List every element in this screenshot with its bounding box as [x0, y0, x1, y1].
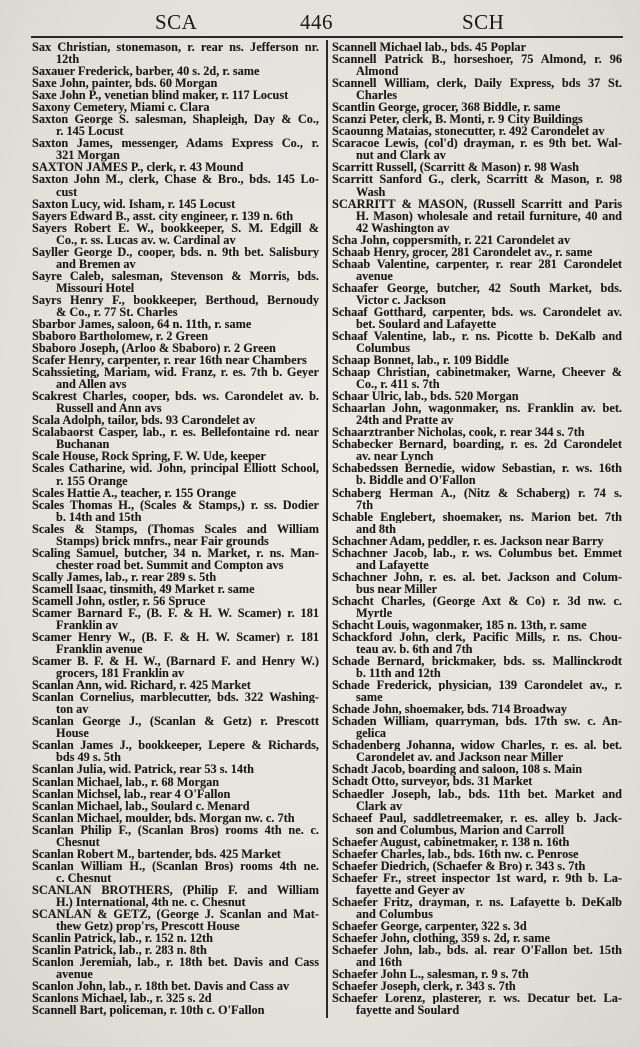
- directory-entry: [332, 438, 622, 462]
- directory-entry: [32, 884, 319, 908]
- directory-entry: [332, 462, 622, 486]
- directory-entry: [332, 426, 622, 438]
- entry-continuation-line: and 16th: [356, 955, 403, 970]
- directory-entry: [332, 703, 622, 715]
- entry-continuation-line: b. 14th and 15th: [56, 509, 142, 524]
- directory-entry: [332, 125, 622, 137]
- directory-entry: [332, 547, 622, 571]
- entry-continuation-line: Russell and Ann avs: [56, 401, 162, 416]
- entry-line: Sbaboro Joseph, (Arloo & Sbaboro) r. 2 Green: [32, 341, 276, 356]
- entry-line: Scarritt Russell, (Scarritt & Mason) r. 98 Wash: [332, 160, 579, 175]
- entry-continuation-line: Columbus: [356, 341, 410, 356]
- entry-line: Sax Christian, stonemason, r. rear ns. Jefferson nr.: [32, 41, 319, 54]
- entry-line: Scamer Henry W., (B. F. & H. W. Scamer) r. 181: [32, 631, 319, 644]
- entry-continuation-line: Chesnut: [56, 834, 100, 849]
- entry-line: Schaab Valentine, carpenter, r. rear 281 Carondelet: [332, 257, 622, 270]
- directory-entry: [32, 113, 319, 137]
- directory-entry: [32, 547, 319, 571]
- directory-entry: [32, 908, 319, 932]
- directory-entry: [32, 414, 319, 426]
- directory-entry: [332, 402, 622, 426]
- entry-line: Schaefer George, carpenter, 322 s. 3d: [332, 918, 527, 933]
- entry-line: Scanlan Ann, wid. Richard, r. 425 Market: [32, 678, 251, 693]
- entry-line: Scaracoe Lewis, (col'd) drayman, r. es 9th bet. Wal-: [332, 137, 622, 150]
- entry-line: Scannell Patrick B., horseshoer, 75 Almond, r. 96: [332, 53, 622, 66]
- entry-continuation-line: Co., r. ss. Lucas av. w. Cardinal av: [56, 232, 236, 247]
- directory-entry: [32, 607, 319, 631]
- directory-entry: [32, 426, 319, 450]
- directory-entry: [32, 101, 319, 113]
- entry-line: Scanlan Michsel, lab., rear 4 O'Fallon: [32, 786, 231, 801]
- entry-line: Scanlan Philip F., (Scanlan Bros) rooms 4th ne. c.: [32, 823, 319, 836]
- directory-entry: [332, 631, 622, 655]
- entry-line: Scanlan Michael, moulder, bds. Morgan nw. c. 7th: [32, 810, 295, 825]
- entry-line: Sayers Robert E. W., bookkeeper, S. M. Edgill &: [32, 221, 319, 234]
- entry-line: Schadenberg Johanna, widow Charles, r. es. al. bet.: [332, 739, 622, 752]
- entry-line: Sayre Caleb, salesman, Stevenson & Morris, bds.: [32, 269, 319, 282]
- entry-line: Schaab Henry, grocer, 281 Carondelet av., r. same: [332, 244, 593, 259]
- directory-entry: [332, 161, 622, 173]
- entry-continuation-line: grocers, 181 Franklin av: [56, 666, 185, 681]
- entry-line: Schaedler Joseph, lab., bds. 11th bet. Market and: [332, 787, 622, 800]
- directory-entry: [332, 173, 622, 197]
- directory-entry: [32, 198, 319, 210]
- left-column: [32, 41, 319, 1016]
- directory-entry: [332, 679, 622, 703]
- entry-line: Scakrest Charles, cooper, bds. ws. Carondelet av. b.: [32, 390, 319, 403]
- entry-continuation-line: H. Mason) wholesale and retail furniture, 40 and: [356, 209, 622, 222]
- directory-entry: [332, 511, 622, 535]
- entry-continuation-line: Stamps) brick mnfrs., near Fair grounds: [56, 533, 269, 548]
- directory-entry: [332, 788, 622, 812]
- entry-line: Scafer Henry, carpenter, r. rear 16th near Chambers: [32, 353, 307, 368]
- directory-entry: [32, 848, 319, 860]
- entry-line: Scanlan Julia, wid. Patrick, rear 53 s. 14th: [32, 762, 254, 777]
- directory-entry: [32, 739, 319, 763]
- directory-entry: [332, 198, 622, 234]
- entry-continuation-line: bds 49 s. 5th: [56, 750, 121, 765]
- entry-line: Saxauer Frederick, barber, 40 s. 2d, r. same: [32, 64, 260, 79]
- entry-line: Schaefer Diedrich, (Schaefer & Bro) r. 343 s. 7th: [332, 858, 586, 873]
- directory-entry: [32, 763, 319, 775]
- entry-line: Schaap Christian, cabinetmaker, Warne, Cheever &: [332, 366, 622, 379]
- entry-continuation-line: r. 155 Orange: [56, 473, 128, 488]
- directory-entry: [332, 41, 622, 53]
- directory-entry: [32, 294, 319, 318]
- entry-continuation-line: Victor c. Jackson: [356, 292, 446, 307]
- entry-line: Schaafer George, butcher, 42 South Market, bds.: [332, 281, 622, 294]
- entry-continuation-line: Clark av: [356, 798, 403, 813]
- entry-line: Scamer Barnard F., (B. F. & H. W. Scamer) r. 181: [32, 606, 319, 619]
- directory-entry: [332, 258, 622, 282]
- entry-line: Scanlan Michael, lab., r. 68 Morgan: [32, 774, 220, 789]
- directory-entry: [332, 366, 622, 390]
- directory-entry: [32, 462, 319, 486]
- entry-line: Schachner Jacob, lab., r. ws. Columbus bet. Emmet: [332, 546, 622, 559]
- entry-line: Scanlan Cornelius, marblecutter, bds. 322 Washing-: [32, 691, 319, 704]
- entry-line: Schaefer Joseph, clerk, r. 343 s. 7th: [332, 979, 516, 994]
- directory-entry: [332, 739, 622, 763]
- directory-entry: [332, 234, 622, 246]
- entry-line: Schaarlan John, wagonmaker, ns. Franklin av. bet.: [332, 402, 622, 415]
- entry-continuation-line: fayette and Geyer av: [356, 882, 465, 897]
- entry-line: Saxe John, painter, bds. 60 Morgan: [32, 76, 218, 91]
- entry-continuation-line: ton av: [56, 702, 89, 717]
- directory-entry: [332, 137, 622, 161]
- directory-entry: [332, 836, 622, 848]
- entry-line: Scanlan James J., bookkeeper, Lepere & Richards,: [32, 739, 319, 752]
- entry-line: Schaaf Valentine, lab., r. ns. Picotte b. DeKalb and: [332, 329, 622, 343]
- entry-line: Schadt Jacob, boarding and saloon, 108 s. Main: [332, 762, 583, 777]
- entry-continuation-line: cust: [56, 184, 78, 199]
- entry-continuation-line: and Lafayette: [356, 557, 429, 572]
- entry-line: Schaefer August, cabinetmaker, r. 138 n. 16th: [332, 834, 570, 849]
- directory-entry: [32, 824, 319, 848]
- entry-line: Saxton John M., clerk, Chase & Bro., bds. 145 Lo-: [32, 173, 319, 186]
- directory-entry: [32, 679, 319, 691]
- entry-continuation-line: thew Getz) prop'rs, Prescott House: [56, 919, 240, 934]
- page-number: 446: [300, 10, 333, 34]
- entry-continuation-line: teau av. b. 6th and 7th: [356, 642, 473, 657]
- directory-entry: [332, 306, 622, 330]
- entry-continuation-line: 24th and Pratte av: [356, 413, 454, 428]
- directory-entry: [332, 282, 622, 306]
- directory-entry: [32, 450, 319, 462]
- entry-line: Schaaf Gotthard, carpenter, bds. ws. Carondelet av.: [332, 305, 622, 318]
- entry-continuation-line: Franklin av: [56, 618, 118, 632]
- directory-entry: [32, 715, 319, 739]
- entry-line: Scahssieting, Mariam, wid. Franz, r. es. 7th b. Geyer: [32, 366, 319, 379]
- directory-entry: [32, 1004, 319, 1016]
- entry-line: Scala Adolph, tailor, bds. 93 Carondelet av: [32, 413, 256, 428]
- entry-line: Saxe John P., venetian blind maker, r. 117 Locust: [32, 88, 289, 103]
- entry-line: Scannell William, clerk, Daily Express, bds 37 St.: [332, 77, 622, 90]
- left-guide-word: SCA: [155, 10, 198, 34]
- entry-continuation-line: Co., r. 411 s. 7th: [356, 377, 440, 392]
- entry-line: Scales & Stamps, (Thomas Scales and William: [32, 522, 319, 535]
- entry-line: Scanlon John, lab., r. 18th bet. Davis and Cass av: [32, 979, 290, 994]
- entry-line: Scanlin Patrick, lab., r. 152 n. 12th: [32, 931, 213, 946]
- entry-continuation-line: nut and Clark av: [356, 148, 446, 163]
- directory-entry: [32, 776, 319, 788]
- directory-entry: [332, 992, 622, 1016]
- entry-line: Schabecker Bernard, boarding, r. es. 2d Carondelet: [332, 438, 622, 451]
- directory-entry: [332, 944, 622, 968]
- directory-entry: [32, 800, 319, 812]
- entry-continuation-line: c. Chesnut: [56, 870, 112, 885]
- entry-line: Scales Hattie A., teacher, r. 155 Orange: [32, 485, 237, 500]
- directory-entry: [332, 775, 622, 787]
- entry-line: Schaefer John L., salesman, r. 9 s. 7th: [332, 967, 529, 982]
- entry-line: Schable Englebert, shoemaker, ns. Marion bet. 7th: [332, 510, 622, 523]
- entry-line: SCANLAN & GETZ, (George J. Scanlan and Mat-: [32, 908, 319, 921]
- directory-entry: [32, 137, 319, 161]
- entry-line: Schachner John, r. es. al. bet. Jackson and Colum-: [332, 570, 622, 583]
- entry-continuation-line: b. Biddle and O'Fallon: [356, 473, 476, 488]
- entry-line: SCARRITT & MASON, (Russell Scarritt and Paris: [332, 197, 622, 210]
- directory-entry: [332, 655, 622, 679]
- directory-entry: [32, 270, 319, 294]
- entry-line: Sbaboro Bartholomew, r. 2 Green: [32, 329, 209, 343]
- entry-continuation-line: Buchanan: [56, 437, 110, 452]
- entry-line: Scally James, lab., r. rear 289 s. 5th: [32, 569, 217, 584]
- entry-line: Schaeef Paul, saddletreemaker, r. es. alley b. Jack-: [332, 811, 622, 824]
- entry-continuation-line: and Allen avs: [56, 377, 127, 392]
- entry-line: Scanlan Michael, lab., Soulard c. Menard: [32, 798, 250, 813]
- entry-line: Schaefer John, clothing, 359 s. 2d, r. same: [332, 931, 550, 946]
- directory-entry: [332, 595, 622, 619]
- directory-entry: [32, 246, 319, 270]
- entry-line: Sayers Edward B., asst. city engineer, r. 139 n. 6th: [32, 208, 294, 223]
- directory-entry: [32, 161, 319, 173]
- entry-continuation-line: Missouri Hotel: [56, 280, 135, 295]
- entry-line: Schacht Louis, wagonmaker, 185 n. 13th, r. same: [332, 617, 587, 632]
- entry-continuation-line: bus near Miller: [356, 581, 438, 596]
- entry-continuation-line: Wash: [356, 184, 386, 199]
- entry-line: Schaefer Lorenz, plasterer, r. ws. Decatur bet. La-: [332, 992, 622, 1005]
- entry-line: Scamer B. F. & H. W., (Barnard F. and Henry W.): [32, 655, 319, 668]
- entry-line: Scamell Isaac, tinsmith, 49 Market r. same: [32, 581, 255, 596]
- entry-continuation-line: son and Columbus, Marion and Carroll: [356, 822, 565, 837]
- entry-line: Sbarbor James, saloon, 64 n. 11th, r. same: [32, 316, 252, 331]
- entry-line: Scanlan William H., (Scanlan Bros) rooms 4th ne.: [32, 859, 319, 872]
- entry-line: Saxton James, messenger, Adams Express Co., r.: [32, 137, 319, 150]
- entry-continuation-line: Almond: [356, 64, 399, 79]
- entry-continuation-line: Myrtle: [356, 605, 393, 620]
- directory-entry: [32, 595, 319, 607]
- entry-line: Scales Catharine, wid. John, principal Elliott School,: [32, 462, 319, 475]
- entry-line: Schade John, shoemaker, bds. 714 Broadway: [332, 702, 568, 717]
- entry-line: Saxton Lucy, wid. Isham, r. 145 Locust: [32, 196, 236, 211]
- entry-line: Schaarztranber Nicholas, cook, r. rear 344 s. 7th: [332, 425, 585, 440]
- entry-line: Schabedssen Bernedie, widow Sebastian, r. ws. 16th: [332, 462, 622, 475]
- directory-entry: [332, 872, 622, 896]
- entry-line: Schade Bernard, brickmaker, bds. ss. Mallinckrodt: [332, 655, 622, 668]
- entry-continuation-line: Franklin avenue: [56, 642, 143, 657]
- entry-line: Scalabaorst Casper, lab., r. es. Bellefontaine rd. near: [32, 426, 319, 439]
- entry-continuation-line: Carondelet av. and Jackson near Miller: [356, 750, 564, 765]
- directory-entry: [32, 210, 319, 222]
- directory-entry: [32, 812, 319, 824]
- directory-entry: [332, 619, 622, 631]
- directory-entry: [332, 487, 622, 511]
- directory-entry: [332, 330, 622, 354]
- right-column: [332, 41, 622, 1016]
- entry-continuation-line: b. 11th and 12th: [356, 666, 441, 681]
- entry-line: Schaefer John, lab., bds. al. rear O'Fallon bet. 15th: [332, 944, 622, 957]
- entry-continuation-line: avenue: [56, 967, 93, 982]
- entry-continuation-line: 12th: [56, 52, 80, 67]
- entry-continuation-line: and 8th: [356, 521, 396, 536]
- directory-entry: [32, 222, 319, 246]
- entry-continuation-line: 321 Morgan: [56, 148, 120, 163]
- entry-continuation-line: bet. Soulard and Lafayette: [356, 316, 497, 331]
- entry-line: Scanlan George J., (Scanlan & Getz) r. Prescott: [32, 715, 319, 728]
- entry-line: Scha John, coppersmith, r. 221 Carondelet av: [332, 232, 571, 247]
- directory-entry: [332, 896, 622, 920]
- entry-continuation-line: fayette and Soulard: [356, 1003, 460, 1018]
- directory-entry: [332, 354, 622, 366]
- directory-entry: [32, 499, 319, 523]
- directory-entry: [32, 860, 319, 884]
- entry-line: Schaefer Fritz, drayman, r. ns. Lafayette b. DeKalb: [332, 895, 622, 908]
- directory-entry: [332, 980, 622, 992]
- entry-continuation-line: r. 145 Locust: [56, 124, 124, 139]
- entry-continuation-line: and Bremen av: [56, 256, 136, 271]
- entry-line: Scamell John, ostler, r. 56 Spruce: [32, 593, 206, 608]
- entry-continuation-line: Charles: [356, 88, 397, 103]
- directory-entry: [332, 860, 622, 872]
- entry-continuation-line: avenue: [356, 268, 393, 283]
- entry-line: Schaefer Fr., street inspector 1st ward, r. 9th b. La-: [332, 871, 622, 884]
- header-rule: [31, 36, 623, 38]
- entry-continuation-line: 7th: [356, 497, 374, 512]
- entry-line: Scanzi Peter, clerk, B. Monti, r. 9 City Buildings: [332, 112, 583, 127]
- directory-entry: [32, 487, 319, 499]
- directory-entry: [32, 956, 319, 980]
- entry-line: Scaounng Mataias, stonecutter, r. 492 Carondelet av: [332, 124, 605, 139]
- entry-continuation-line: H.) International, 4th ne. c. Chesnut: [56, 894, 246, 909]
- directory-entry: [332, 53, 622, 77]
- entry-line: Schachner Adam, peddler, r. es. Jackson near Barry: [332, 533, 604, 548]
- directory-entry: [32, 41, 319, 65]
- right-guide-word: SCH: [462, 10, 505, 34]
- directory-entry: [32, 655, 319, 679]
- entry-line: Scale House, Rock Spring, F. W. Ude, keeper: [32, 449, 266, 464]
- directory-entry: [32, 523, 319, 547]
- entry-line: Schaden William, quarryman, bds. 17th sw. c. An-: [332, 715, 622, 728]
- directory-entry: [332, 77, 622, 101]
- directory-entry: [32, 788, 319, 800]
- entry-line: Scaling Samuel, butcher, 34 n. Market, r. ns. Man-: [32, 546, 319, 559]
- entry-continuation-line: chester road bet. Summit and Compton avs: [56, 557, 284, 572]
- directory-entry: [332, 932, 622, 944]
- entry-line: Scanlan Robert M., bartender, bds. 425 Market: [32, 846, 281, 861]
- entry-line: Schadt Otto, surveyor, bds. 31 Market: [332, 774, 533, 789]
- entry-line: Schaap Bonnet, lab., r. 109 Biddle: [332, 353, 509, 368]
- directory-entry: [332, 246, 622, 258]
- entry-line: Scales Thomas H., (Scales & Stamps,) r. ss. Dodier: [32, 498, 319, 511]
- entry-line: Scarritt Sanford G., clerk, Scarritt & Mason, r. 98: [332, 173, 622, 186]
- entry-continuation-line: 42 Washington av: [356, 220, 450, 235]
- entry-line: Sayrs Henry F., bookkeeper, Berthoud, Bernoudy: [32, 293, 319, 306]
- directory-entry: [32, 631, 319, 655]
- directory-entry: [332, 848, 622, 860]
- entry-continuation-line: gelica: [356, 726, 387, 741]
- entry-line: Saxony Cemetery, Miami c. Clara: [32, 100, 210, 115]
- entry-line: Saxton George S. salesman, Shapleigh, Day & Co.,: [32, 113, 319, 126]
- directory-entry: [332, 390, 622, 402]
- entry-continuation-line: same: [356, 690, 383, 705]
- entry-continuation-line: House: [56, 726, 89, 741]
- entry-continuation-line: and Columbus: [356, 906, 433, 921]
- directory-entry: [332, 812, 622, 836]
- entry-line: Scanlin Patrick, lab., r. 283 n. 8th: [32, 943, 207, 958]
- entry-line: Scanlon Jeremiah, lab., r. 18th bet. Davis and Cass: [32, 956, 319, 969]
- entry-line: Schaberg Herman A., (Nitz & Schaberg) r. 74 s.: [332, 486, 622, 499]
- entry-line: Schaar Ulric, lab., bds. 520 Morgan: [332, 389, 519, 404]
- directory-entry: [332, 715, 622, 739]
- directory-entry: [332, 535, 622, 547]
- directory-entry: [32, 354, 319, 366]
- entry-line: Schackford John, clerk, Pacific Mills, r. ns. Chou-: [332, 631, 622, 644]
- entry-line: Schacht Charles, (George Axt & Co) r. 3d nw. c.: [332, 594, 622, 607]
- entry-line: SCANLAN BROTHERS, (Philip F. and William: [32, 883, 319, 896]
- directory-entry: [32, 173, 319, 197]
- directory-entry: [32, 390, 319, 414]
- entry-continuation-line: av. near Lynch: [356, 449, 434, 464]
- entry-line: Schade Frederick, physician, 139 Carondelet av., r.: [332, 679, 622, 692]
- directory-entry: [32, 691, 319, 715]
- entry-line: Scannell Michael lab., bds. 45 Poplar: [332, 40, 527, 54]
- entry-line: Scanlons Michael, lab., r. 325 s. 2d: [32, 991, 212, 1006]
- directory-entry: [32, 366, 319, 390]
- entry-line: Scantlin George, grocer, 368 Biddle, r. same: [332, 100, 561, 115]
- entry-line: SAXTON JAMES P., clerk, r. 43 Mound: [32, 160, 244, 175]
- entry-line: Sayller George D., cooper, bds. n. 9th bet. Salisbury: [32, 245, 319, 258]
- entry-continuation-line: & Co., r. 77 St. Charles: [56, 304, 178, 319]
- directory-entry: [332, 571, 622, 595]
- column-divider: [326, 40, 328, 1018]
- directory-entry: [32, 944, 319, 956]
- entry-line: Schaefer Charles, lab., bds. 16th nw. c. Penrose: [332, 846, 579, 861]
- entry-line: Scannell Bart, policeman, r. 10th c. O'Fallon: [32, 1003, 265, 1018]
